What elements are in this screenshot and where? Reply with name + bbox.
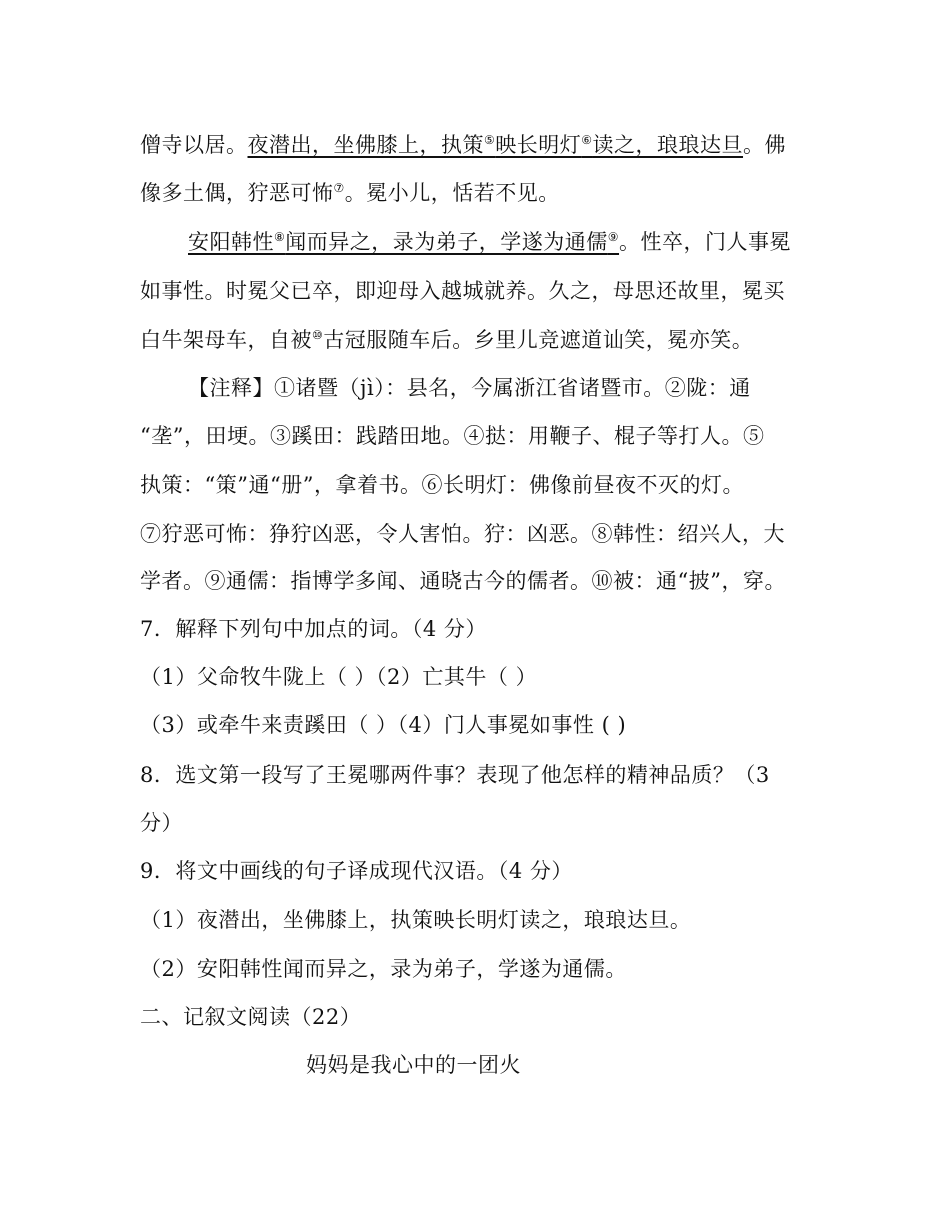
underlined-sentence: 夜潜出，坐佛膝上，执策⑤映长明灯⑥读之，琅琅达旦 xyxy=(247,133,744,157)
question-7-items-3-4: （3）或牵牛来责蹊田（ ）（4）门人事冕如事性 ( ) xyxy=(140,713,627,737)
notes-line-1: 【注释】①诸暨（jì）：县名，今属浙江省诸暨市。②陇：通 xyxy=(188,376,751,400)
notes-line-2: “垄”，田埂。③蹊田：践踏田地。④挞：用鞭子、棍子等打人。⑤ xyxy=(140,424,765,448)
question-8: 8．选文第一段写了王冕哪两件事？表现了他怎样的精神品质？（3 xyxy=(140,763,770,787)
question-9-item-2: （2）安阳韩性闻而异之，录为弟子，学遂为通儒。 xyxy=(140,957,627,981)
question-9-item-1: （1）夜潜出，坐佛膝上，执策映长明灯读之，琅琅达旦。 xyxy=(140,908,692,932)
underlined-sentence: 安阳韩性⑧闻而异之，录为弟子，学遂为通儒⑨ xyxy=(188,230,620,254)
passage-line-3: 安阳韩性⑧闻而异之，录为弟子，学遂为通儒⑨。性卒，门人事冕 xyxy=(188,230,792,254)
passage-line-2: 像多土偶，狞恶可怖⑦。冕小儿，恬若不见。 xyxy=(140,181,560,205)
passage-line-4: 如事性。时冕父已卒，即迎母入越城就养。久之，母思还故里，冕买 xyxy=(140,279,785,303)
text: 。佛 xyxy=(743,133,787,157)
notes-line-3: 执策：“策”通“册”，拿着书。⑥长明灯：佛像前昼夜不灭的灯。 xyxy=(140,473,744,497)
notes-line-5: 学者。⑨通儒：指博学多闻、通晓古今的儒者。⑩被：通“披”，穿。 xyxy=(140,569,786,593)
question-7-items-1-2: （1）父命牧牛陇上（ ）（2）亡其牛（ ） xyxy=(140,665,538,689)
section-heading: 二、记叙文阅读（22） xyxy=(140,1005,362,1029)
notes-line-4: ⑦狞恶可怖：狰狞凶恶，令人害怕。狞：凶恶。⑧韩性：绍兴人，大 xyxy=(140,522,785,546)
passage-line-5: 白牛架母车，自被⑩古冠服随车后。乡里儿竞遮道讪笑，冕亦笑。 xyxy=(140,328,754,352)
question-9: 9．将文中画线的句子译成现代汉语。（4 分） xyxy=(140,859,573,883)
question-7: 7．解释下列句中加点的词。（4 分） xyxy=(140,617,487,641)
passage-line-1 xyxy=(140,130,786,160)
article-title: 妈妈是我心中的一团火 xyxy=(306,1053,521,1077)
text: 僧寺以居。 xyxy=(140,133,248,157)
question-8-continued: 分） xyxy=(140,811,183,835)
